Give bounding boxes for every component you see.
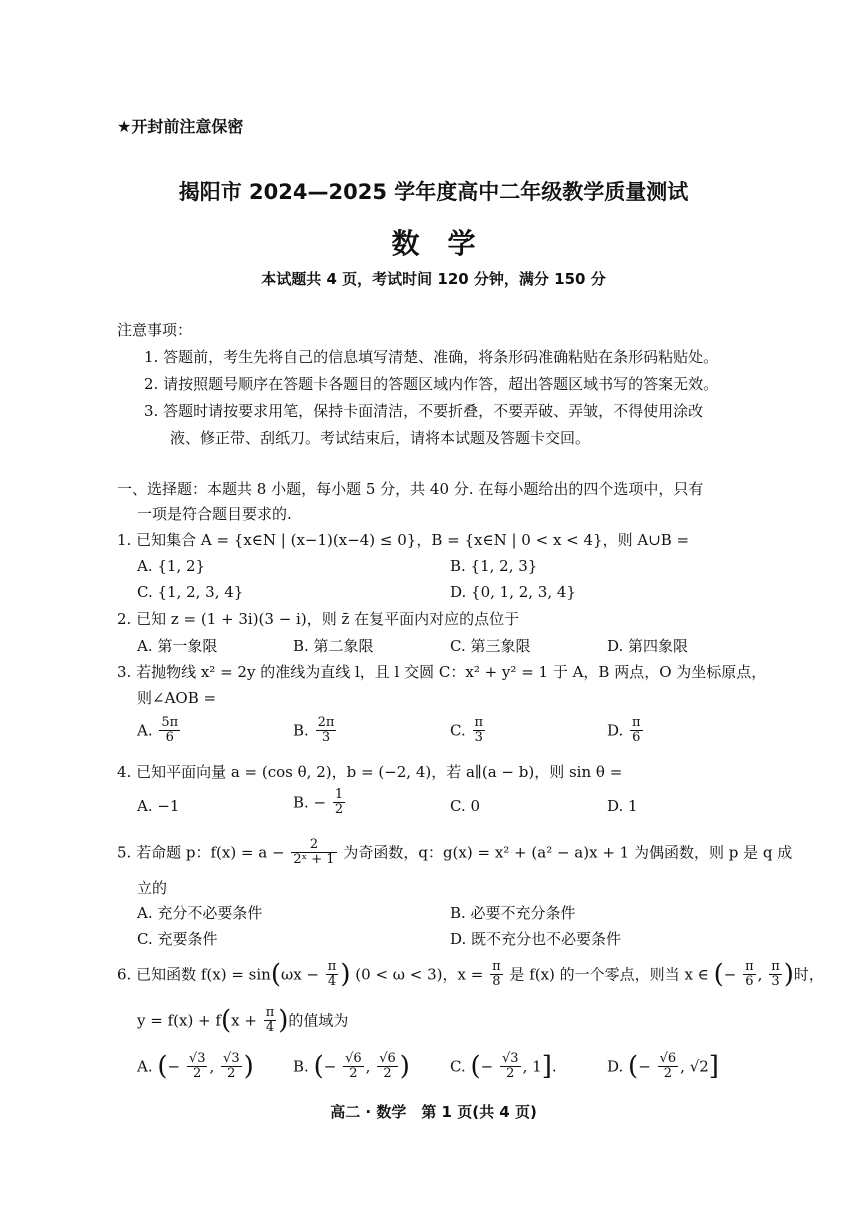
question-3-option-b: B. $\frac{2\pi}{3}$: [293, 715, 335, 745]
question-4-option-b: B. − $\frac{1}{2}$: [293, 787, 344, 817]
question-3-stem-cont: 则∠AOB =: [137, 689, 217, 707]
page-footer: 高二 · 数学 第 1 页(共 4 页): [330, 1103, 537, 1121]
question-6-option-b: B. (− $\frac{√6}{2}$ , $\frac{√6}{2}$ ): [293, 1051, 410, 1082]
question-2-option-c: C. 第三象限: [450, 637, 531, 655]
fraction: $\frac{\pi}{6}$: [632, 715, 641, 745]
fraction: $\frac{√3}{2}$: [502, 1051, 519, 1081]
question-1-stem: 1. 已知集合 A = {x∈N | (x−1)(x−4) ≤ 0}，B = {x∈N | 0 < x < 4}，则 A∪B =: [117, 531, 690, 549]
note-item-3-cont: 液、修正带、刮纸刀。考试结束后，请将本试题及答题卡交回。: [170, 429, 591, 447]
fraction: $\frac{2}{\text{2ˣ + 1}}$: [293, 837, 335, 867]
question-2-option-b: B. 第二象限: [293, 637, 374, 655]
fraction: $\frac{√3}{2}$: [188, 1051, 206, 1081]
question-2-option-d: D. 第四象限: [607, 637, 689, 655]
note-item-3: 3. 答题时请按要求用笔，保持卡面清洁，不要折叠，不要弄破、弄皱，不得使用涂改: [144, 402, 704, 420]
question-3-stem: 3. 若抛物线 x² = 2y 的准线为直线 l，且 l 交圆 C：x² + y² = 1 于 A，B 两点，O 为坐标原点，: [117, 663, 767, 681]
question-1-option-b: B. {1, 2, 3}: [450, 557, 538, 575]
question-4-option-c: C. 0: [450, 797, 481, 815]
question-3-option-a: A. $\frac{5\pi}{6}$: [137, 715, 179, 745]
question-5-option-a: A. 充分不必要条件: [137, 904, 263, 922]
question-3-option-d: D. $\frac{\pi}{6}$: [607, 715, 641, 745]
question-2-option-a: A. 第一象限: [137, 637, 218, 655]
question-6-option-a: A. (− $\frac{√3}{2}$ , $\frac{√3}{2}$ ): [137, 1051, 254, 1082]
exam-title: 揭阳市 2024—2025 学年度高中二年级教学质量测试: [178, 180, 689, 204]
question-4-option-a: A. −1: [137, 797, 180, 815]
question-2-stem: 2. 已知 z = (1 + 3i)(3 − i)，则 z̄ 在复平面内对应的点位于: [117, 610, 520, 628]
question-4-stem: 4. 已知平面向量 a = (cos θ, 2)，b = (−2, 4)，若 a∥(a − b)，则 sin θ =: [117, 763, 623, 781]
confidential-mark: ★开封前注意保密: [117, 117, 244, 136]
fraction: $\frac{√6}{2}$: [379, 1051, 396, 1081]
fraction: $\frac{\pi}{3}$: [771, 959, 780, 989]
fraction: $\frac{5\pi}{6}$: [161, 715, 179, 745]
question-6-stem: 6. 已知函数 f(x) = sin(ωx − $\frac{\pi}{4}$ ) (0 < ω < 3)，x = $\frac{\pi}{8}$ 是 f(x) 的一个零点，则当 x ∈ (− $\frac{\pi}{6}$ , $\frac{\pi}{3}$ )时，: [117, 959, 824, 990]
fraction: $\frac{\pi}{4}$: [327, 959, 337, 989]
fraction: $\frac{\pi}{6}$: [745, 959, 754, 989]
question-5-option-c: C. 充要条件: [137, 930, 218, 948]
question-5-option-d: D. 既不充分也不必要条件: [450, 930, 622, 948]
fraction: $\frac{√6}{2}$: [345, 1051, 362, 1081]
fraction: $\frac{\pi}{3}$: [474, 715, 484, 745]
question-5-stem: 5. 若命题 p：f(x) = a − $\frac{2}{\text{2ˣ + 1}}$ 为奇函数，q：g(x) = x² + (a² − a)x + 1 为偶函数，则 p 是 q 成: [117, 837, 793, 867]
question-3-option-c: C. $\frac{\pi}{3}$: [450, 715, 484, 745]
question-5-stem-cont: 立的: [137, 879, 168, 897]
fraction: $\frac{1}{2}$: [334, 787, 344, 817]
question-1-option-d: D. {0, 1, 2, 3, 4}: [450, 583, 576, 601]
fraction: $\frac{\pi}{8}$: [492, 959, 501, 989]
question-6-stem-cont: y = f(x) + f(x + $\frac{\pi}{4}$ )的值域为: [137, 1005, 349, 1036]
question-1-option-c: C. {1, 2, 3, 4}: [137, 583, 244, 601]
subject-title: 数 学: [391, 227, 476, 260]
question-4-option-d: D. 1: [607, 797, 638, 815]
notes-heading: 注意事项：: [117, 321, 193, 339]
fraction: $\frac{√3}{2}$: [223, 1051, 240, 1081]
fraction: $\frac{√6}{2}$: [659, 1051, 677, 1081]
note-item-1: 1. 答题前，考生先将自己的信息填写清楚、准确，将条形码准确粘贴在条形码粘贴处。: [144, 348, 719, 366]
question-1-option-a: A. {1, 2}: [137, 557, 206, 575]
fraction: $\frac{2\pi}{3}$: [317, 715, 335, 745]
fraction: $\frac{\pi}{4}$: [265, 1005, 275, 1035]
note-item-2: 2. 请按照题号顺序在答题卡各题目的答题区域内作答，超出答题区域书写的答案无效。: [144, 375, 719, 393]
section-heading-cont: 一项是符合题目要求的.: [137, 505, 292, 523]
question-6-option-c: C. (− $\frac{√3}{2}$ , 1].: [450, 1051, 557, 1082]
question-5-option-b: B. 必要不充分条件: [450, 904, 576, 922]
section-heading: 一、选择题：本题共 8 小题，每小题 5 分，共 40 分. 在每小题给出的四个选项中，只有: [117, 480, 704, 498]
question-6-option-d: D. (− $\frac{√6}{2}$ , √2]: [607, 1051, 719, 1082]
exam-info: 本试题共 4 页，考试时间 120 分钟，满分 150 分: [261, 270, 606, 288]
